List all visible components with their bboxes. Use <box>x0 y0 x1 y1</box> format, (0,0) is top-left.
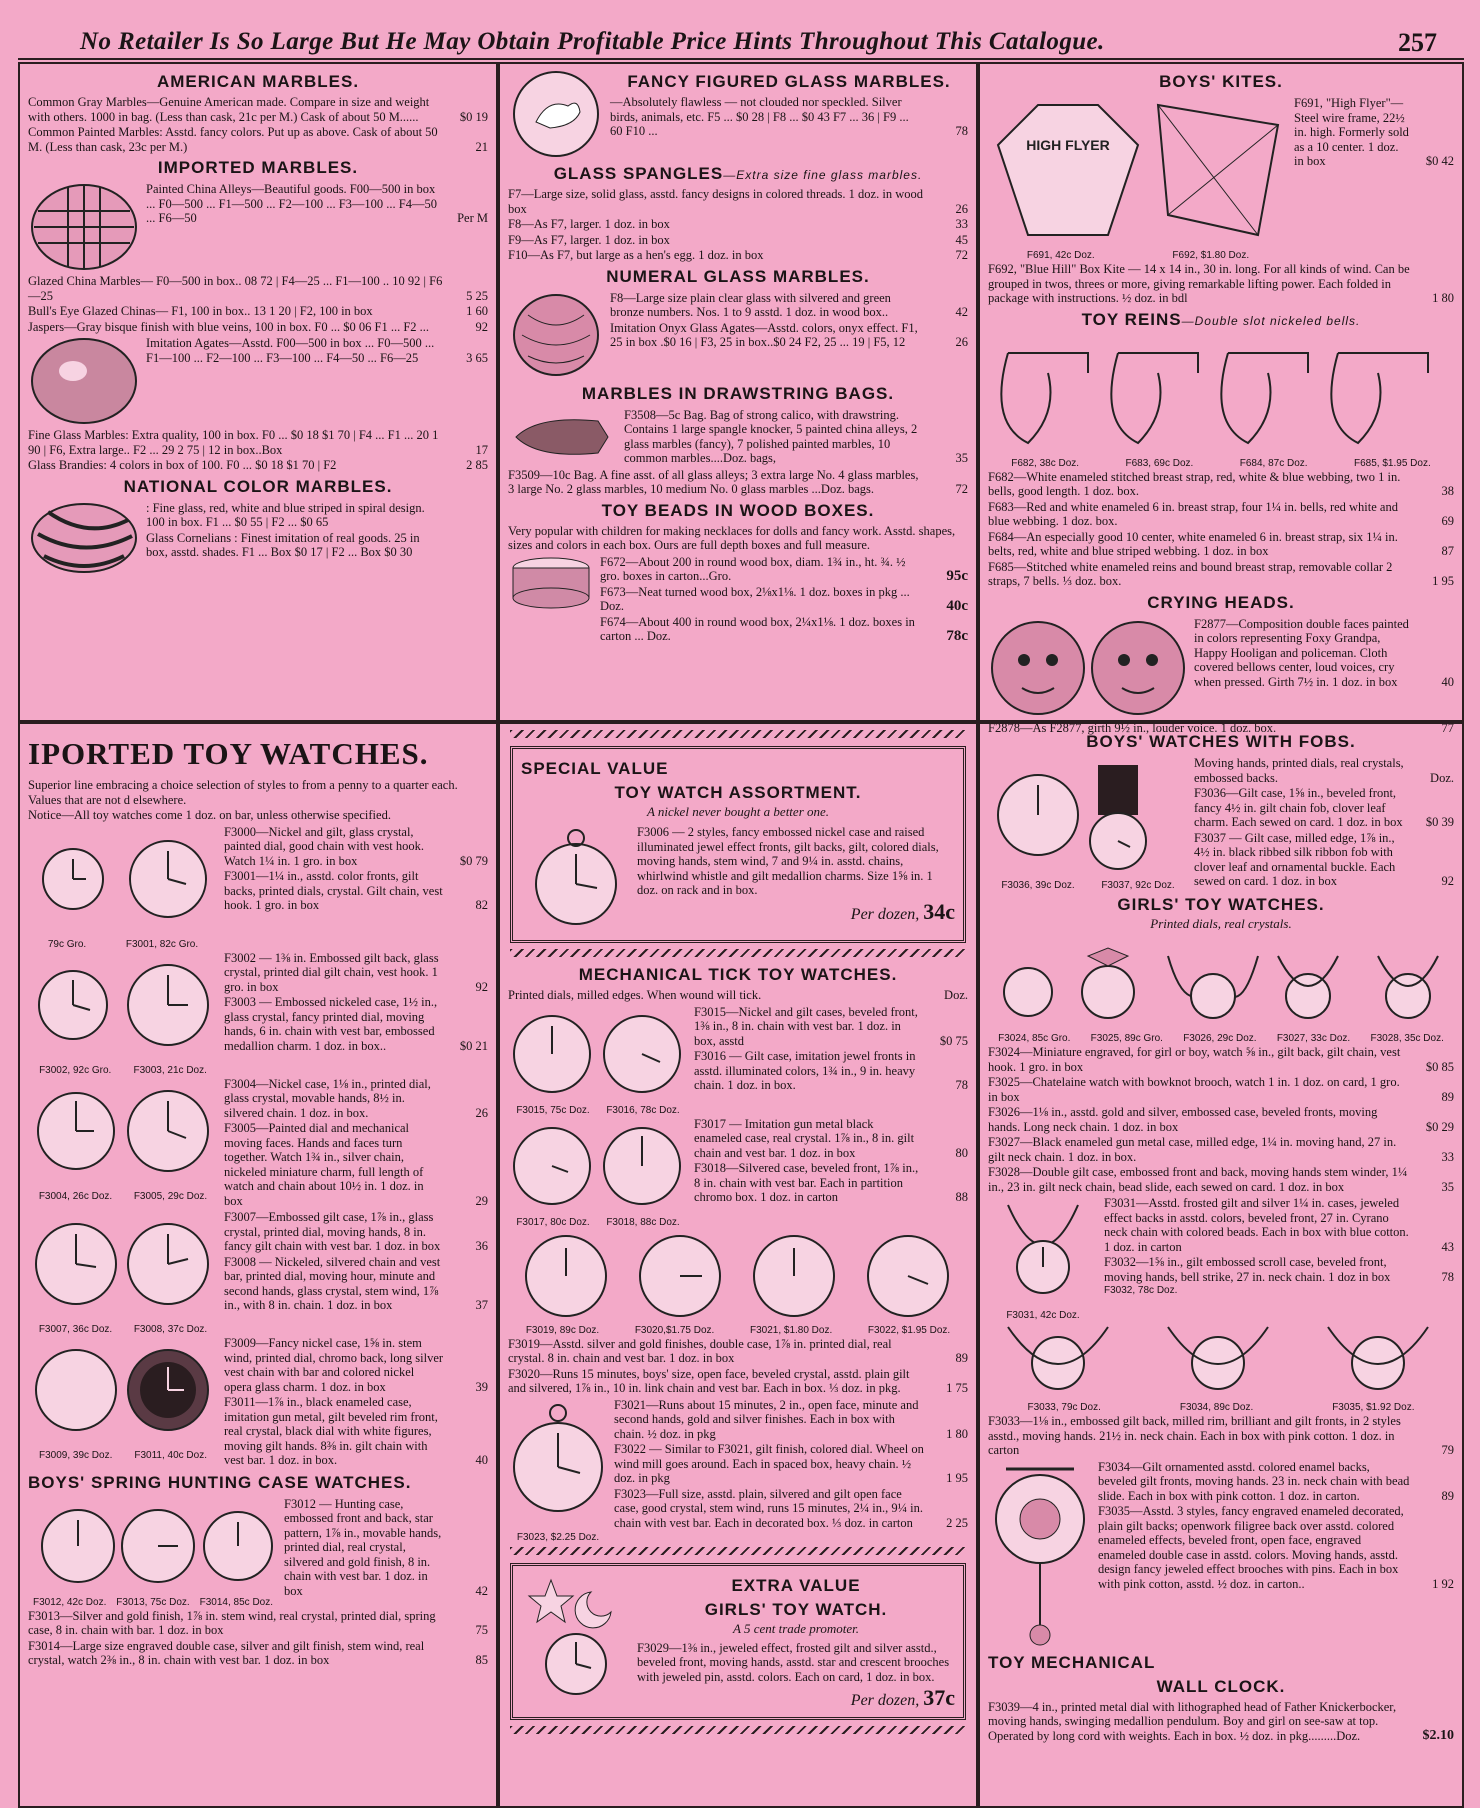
extra-value-box: EXTRA VALUE GIRLS' TOY WATCH. A 5 cent trade promoter. F3029—1⅜ in., jeweled effect, frosted gilt and silver asstd., beveled front, moving hands, asstd. star and crescent brooches with jeweled pin, asstd. colors. Each on card, 1 doz. in box. Per dozen, 37c <box>510 1563 966 1721</box>
kite-label: HIGH FLYER <box>1026 137 1110 153</box>
section-boys-kites: BOYS' KITES. <box>1159 72 1283 91</box>
item-head-f2878: F2878—As F2877, girth 9½ in., louder voice. 1 doz. box. 77 <box>988 720 1454 735</box>
girls-watches-sub: Printed dials, real crystals. <box>1150 916 1292 931</box>
item-f3022: F3022 — Similar to F3021, gilt finish, colored dial. Wheel on wind mill goes around. Each in spaced box, heavy chain. ½ doz. in pkg 1 95 <box>614 1442 968 1485</box>
header-rule <box>18 58 1464 60</box>
header-title: No Retailer Is So Large But He May Obtain Profitable Price Hints Throughout This Catalogue. <box>80 28 1105 55</box>
item-f3015: F3015—Nickel and gilt cases, beveled front, 1⅜ in., 8 in. chain with vest bar. 1 doz. in box, asstd $0 75 <box>694 1004 968 1048</box>
china-alleys-row <box>28 181 488 273</box>
item-glass-brandies: Glass Brandies: 4 colors in box of 100. F0 ... $0 18 $1 70 | F2 2 85 <box>28 458 488 472</box>
section-american-marbles: AMERICAN MARBLES. <box>156 72 360 91</box>
item-glazed-china: Glazed China Marbles— F0—500 in box.. 08 72 | F4—25 ... F1—100 .. 10 92 | F6—25 5 25 <box>28 274 488 303</box>
item-f3012: F3012 — Hunting case, embossed front and back, star pattern, 1⅞ in., movable hands, printed dial, real crystal, silvered and gold finish, 8 in. chain with vest bar. 1 doz. in box 42 <box>284 1496 488 1598</box>
caption-f692: F692, $1.80 Doz. <box>1172 250 1250 261</box>
item-spangle-f9: F9—As F7, larger. 1 doz. in box 45 <box>508 232 968 247</box>
special-value-tagline: A nickel never bought a better one. <box>646 804 830 819</box>
item-glass-cornelians: Glass Cornelians : Finest imitation of real goods. 25 in box, asstd. shades. F1 ... Box $0 17 | F2 ... Box $0 30 <box>146 530 420 559</box>
bag-row <box>508 407 968 467</box>
pocket-watch-icon <box>28 950 218 1060</box>
crying-heads-icon <box>988 616 1188 720</box>
item-bulls-eye: Bull's Eye Glazed Chinas— F1, 100 in box.. 13 1 20 | F2, 100 in box 1 60 <box>28 304 488 318</box>
item-china-alleys: Painted China Alleys—Beautiful goods. F00—500 in box ... F0—500 ... F1—500 ... F2—100 ... F3—100 ... F4—50 ... F6—50 Per M <box>146 182 488 225</box>
f3029-price: 37c <box>923 1685 955 1710</box>
caption-f682: F682, 38c Doz. <box>1011 457 1080 469</box>
item-common-painted: Common Painted Marbles: Asstd. fancy colors. Put up as above. Cask of about 50 M. (Less than cask, 23c per M.) 21 <box>28 125 488 154</box>
item-f3003: F3003 — Embossed nickeled case, 1½ in., glass crystal, fancy printed dial, moving hands, 6 in. chain with vest bar, embossed medallion charm. 1 doz. in box.. $0 21 <box>224 995 488 1053</box>
necklace-watch-icon <box>988 1195 1098 1305</box>
tick-watch-icon <box>508 1116 688 1212</box>
item-f3016: F3016 — Gilt case, imitation jewel fronts in asstd. illuminated colors, 1¾ in., 9 in. heavy chain. 1 doz. in box. 78 <box>694 1049 968 1092</box>
item-spangle-f10: F10—As F7, but large as a hen's egg. 1 doz. in box 72 <box>508 248 968 262</box>
item-kite-f692: F692, "Blue Hill" Box Kite — 14 x 14 in., 30 in. long. For all kinds of wind. Can be grouped in twos, threes or more, giving remarkable lifting power. Each folded in package with instructions. ½ doz. in bdl 1 80 <box>988 262 1454 305</box>
tick-watch-icon <box>508 1004 688 1100</box>
item-rein-f683: F683—Red and white enameled 6 in. breast strap, four 1¼ in. bells, red white and blue webbing. 1 doz. box. 69 <box>988 499 1454 528</box>
item-f3036: F3036—Gilt case, 1⅝ in., beveled front, fancy 4½ in. gilt chain fob, clover leaf charm. Each sewed on card. 1 doz. in box $0 39 <box>1194 786 1454 829</box>
section-national-color: NATIONAL COLOR MARBLES. <box>123 476 393 496</box>
item-f3017: F3017 — Imitation gun metal black enameled case, real crystal. 1⅞ in., 8 in. gilt chain and vest bar. 1 doz. in box 80 <box>694 1116 968 1160</box>
section-crying-heads: CRYING HEADS. <box>1147 592 1295 612</box>
item-f3004: F3004—Nickel case, 1⅛ in., printed dial, glass crystal, movable hands, 8½ in. silvered chain. 1 doz. in box. 26 <box>224 1076 488 1120</box>
item-f3023: F3023—Full size, asstd. plain, silvered and gilt open face case, good crystal, stem wind, runs 15 minutes, 2¼ in., 9¼ in. chain with vest bar. Each in decorated box. ⅓ doz. in carton 2 25 <box>614 1486 968 1530</box>
column-marbles <box>18 62 498 722</box>
watch-row-2: F3002, 92c Gro. F3003, 21c Doz. F3002 — 1⅜ in. Embossed gilt back, glass crystal, printed dial gilt chain, vest hook. 1 gro. in box 92 F3003 — Embossed nickeled case, 1½ in., glass crystal, fancy printed dial, moving hands, 6 in. chain with vest bar, embossed medallion charm. 1 doz. in box.. $0 21 <box>28 950 488 1076</box>
caption-f685: F685, $1.95 Doz. <box>1354 457 1431 469</box>
numeral-marble-icon <box>508 290 604 380</box>
kite-illustrations <box>988 95 1288 261</box>
item-spangle-f8: F8—As F7, larger. 1 doz. in box 33 <box>508 217 968 231</box>
column-kites-reins <box>978 62 1464 735</box>
item-kite-f691: F691, "High Flyer"—Steel wire frame, 22½ in. high. Formerly sold as a 10 center. 1 doz. in box $0 42 <box>1294 96 1454 168</box>
item-beads-f672: F672—About 200 in round wood box, diam. 1¾ in., ht. ¾. ½ gro. boxes in carton...Gro. 95c <box>600 554 968 584</box>
column-tick-watches: SPECIAL VALUE TOY WATCH ASSORTMENT. A nickel never bought a better one. F3006 — 2 styles, fancy embossed nickel case and raised illuminated jewel effect fronts, gilt backs, gilt, colored dials, moving hands, stem wind, 7 and 9¼ in. asstd. chains, whirlwind whistle and gilt medallion charms. Size 1⅝ in. 1 doz. on rack and in box. Per dozen, 34c MECHANICAL TICK TOY WATCHES. Printed dials, milled edges. When wound will tick. Doz. F3015, 75c Doz. F3016, 78c Doz. F3015—Nickel and gilt cases, beveled front, 1⅜ in., 8 in. chain with vest bar. 1 doz. in box, asstd $0 75 F3016 — Gilt case, imitation jewel fronts in asstd. illuminated colors, 1¾ in., 9 in. heavy chain. 1 doz. in box. 78 F3017, 80c Doz. F3018, 88c Doz. F3017 — Imitation gun metal black enameled case, real crystal. 1⅞ in., 8 in. gilt chain and vest bar. 1 doz. in box 80 F3018—Silvered case, beveled front, 1⅞ in., 8 in. chain with vest bar. Each in partition chromo box. 1 doz. in carton 88 F3019, 89c Doz. F3020,$1.75 Doz. F3021, $1.80 Doz. F3022, $1.95 Doz. F3019—Asstd. silver and gold finishes, double case, 1⅞ in. printed dial, real crystal. 8 in. chain and vest bar. 1 doz. in box 89 F3020—Runs 15 minutes, boys' size, open face, beveled crystal, asstd. plain gilt and silvered, 1⅞ in., 10 in. link chain and vest bar. Each in box. ⅓ doz. in pkg. 1 75 F3023, $2.25 Doz. F3021—Runs about 15 minutes, 2 in., open face, minute and second hands, gold and silver finishes. Each in box with chain. ½ doz. in pkg 1 80 F3022 — Similar to F3021, gilt finish, colored dial. Wheel on wind mill goes around. Each in spaced box, heavy chain. ½ doz. in pkg 1 95 F3023—Full size, asstd. plain, silvered and gilt open face case, good crystal, stem wind, runs 15 minutes, 2¼ in., 9¼ in. chain with vest bar. Each in decorated box. ⅓ doz. in carton 2 25 EXTRA VALUE GIRLS' TOY WATCH. A 5 cent trade promoter. F3029—1⅜ in., jeweled effect, frosted gilt and silver asstd., beveled front, moving hands, asstd. star and crescent brooches with jeweled pin, asstd. colors. Each on card, 1 doz. in box. Per dozen, 37c <box>498 722 978 1808</box>
section-toy-reins: TOY REINS—Double slot nickeled bells. <box>1081 309 1361 329</box>
item-f3013: F3013—Silver and gold finish, 1⅞ in. stem wind, real crystal, printed dial, spring case, 8 in. chain with bar. 1 doz. in box 75 <box>28 1608 488 1637</box>
watch-row-1: 79c Gro. F3001, 82c Gro. F3000—Nickel and gilt, glass crystal, painted dial, good chain with vest hook. Watch 1¼ in. 1 gro. in box $0 79 F3001—1¼ in., asstd. color fronts, gilt backs, printed dials, crystal. Gilt chain, vest hook. 1 gro. in box 82 <box>28 824 488 950</box>
item-beads-f673: F673—Neat turned wood box, 2⅛x1⅛. 1 doz. boxes in pkg ... Doz. 40c <box>600 584 968 614</box>
section-girls-toy-watches: GIRLS' TOY WATCHES. <box>1117 895 1325 914</box>
item-f3039: F3039—4 in., printed metal dial with lithographed head of Father Knickerbocker, moving hands, swinging medallion pendulum. Boy and girl on see-saw at top. Operated by long cord with weights. Each in box. ½ doz. in pkg.........Doz. $2.10 <box>988 1699 1454 1743</box>
item-common-gray: Common Gray Marbles—Genuine American made. Compare in size and weight with others. 1000 in bag. (Less than cask, 21c per M.) Cask of about 50 M...... $0 19 <box>28 95 488 124</box>
tick-watch-icon <box>508 1397 608 1527</box>
section-fancy-figured: FANCY FIGURED GLASS MARBLES. <box>627 72 951 91</box>
beads-row <box>508 554 968 645</box>
item-f3019: F3019—Asstd. silver and gold finishes, double case, 1⅞ in. printed dial, real crystal. 8 in. chain and vest bar. 1 doz. in box 89 <box>508 1336 968 1365</box>
item-f3006: F3006 — 2 styles, fancy embossed nickel case and raised illuminated jewel effect fronts, gilt backs, gilt, colored dials, moving hands, stem wind, 7 and 9¼ in. asstd. chains, whirlwind whistle and gilt medallion charms. Size 1⅝ in. 1 doz. on rack and in box. <box>637 825 939 897</box>
extra-value-title: EXTRA VALUE <box>731 1575 861 1595</box>
kite-icon <box>988 95 1288 245</box>
item-f3029: F3029—1⅜ in., jeweled effect, frosted gilt and silver asstd., beveled front, moving hands, asstd. star and crescent brooches with jeweled pin, asstd. colors. Each on card, 1 doz. in box. <box>637 1640 950 1684</box>
fancy-figured-row <box>508 68 968 160</box>
item-f3005: F3005—Painted dial and mechanical moving faces. Hands and faces turn together. Watch 1¾ in., silver chain, nickeled miniature charm, full length of watch and chain about 10½ in. 1 doz. in box 29 <box>224 1121 488 1208</box>
item-f3002: F3002 — 1⅜ in. Embossed gilt back, glass crystal, printed dial gilt chain, vest hook. 1 gro. in box 92 <box>224 950 488 994</box>
item-f3035: F3035—Asstd. 3 styles, fancy engraved enameled decorated, plain gilt backs; openwork filigree back over asstd. colored enameled effects, beveled front, open face, engraved enameled double case in asstd. colors. Moving hands, asstd. design fancy jeweled effect brooches with pins. Each in box with pink cotton, asstd. ½ doz. in carton.. 1 92 <box>1098 1504 1454 1591</box>
item-f3027: F3027—Black enameled gun metal case, milled edge, 1¼ in. moving hand, 27 in. gilt neck chain. 1 doz. in box. 33 <box>988 1135 1454 1164</box>
hunting-watch-icon <box>28 1496 278 1592</box>
section-mechanical-clock: TOY MECHANICAL <box>988 1652 1156 1672</box>
item-f3024: F3024—Miniature engraved, for girl or boy, watch ⅝ in., gilt back, gilt chain, vest hook. 1 gro. in box $0 85 <box>988 1045 1454 1074</box>
fobs-intro: Moving hands, printed dials, real crystals, embossed backs. Doz. <box>1194 756 1454 785</box>
item-f3009: F3009—Fancy nickel case, 1⅝ in. stem wind, printed dial, chromo back, long silver vest chain with bar and colored nickel opera glass charm. 1 doz. in box 39 <box>224 1336 488 1394</box>
tick-watch-row-icon <box>508 1228 968 1320</box>
tick-intro: Printed dials, milled edges. When wound will tick. Doz. <box>508 988 968 1002</box>
section-hunting-case: BOYS' SPRING HUNTING CASE WATCHES. <box>28 1472 412 1492</box>
item-f3028: F3028—Double gilt case, embossed front and back, moving hands stem winder, 1¼ in., 23 in. gilt neck chain, bead slide, each sewed on card. 1 doz. in box 35 <box>988 1165 1454 1194</box>
section-watches-with-fobs: BOYS' WATCHES WITH FOBS. <box>1086 732 1356 751</box>
bead-box-icon <box>508 554 594 612</box>
striped-marble-icon <box>28 500 140 576</box>
watch-assortment-icon <box>521 824 631 934</box>
pocket-watch-icon <box>28 824 218 934</box>
page-header <box>0 18 1480 58</box>
item-beads-intro: Very popular with children for making necklaces for dolls and fancy work. Asstd. shapes, sizes and colors in each box. Ours are full depth boxes and full measure. <box>508 523 956 552</box>
item-f3037: F3037 — Gilt case, milled edge, 1⅞ in., 4½ in. black ribbed silk ribbon fob with clover leaf and ornamental buckle. Each sewed on card. 1 doz. in box 92 <box>1194 830 1454 888</box>
numeral-row <box>508 290 968 380</box>
f3006-price: 34c <box>923 898 955 924</box>
item-f3033: F3033—1⅛ in., embossed gilt back, milled rim, brilliant and gilt fronts, in 2 styles asstd., moving hands. 21½ in. neck chain. Each in box with pink cotton. 1 doz. in carton 79 <box>988 1414 1454 1457</box>
national-row <box>28 500 488 576</box>
item-rein-f685: F685—Stitched white enameled reins and bound breast strap, removable collar 2 straps, 7 bells. ⅓ doz. box. 1 95 <box>988 559 1454 588</box>
item-bag-5c: F3508—5c Bag. Bag of strong calico, with drawstring. Contains 1 large spangle knocker, 5 painted china alleys, 2 glass marbles (fancy), 7 polished painted marbles, 10 common marbles....Doz. bags, 35 <box>624 407 968 465</box>
marble-bag-icon <box>508 407 618 467</box>
item-head-f2877: F2877—Composition double faces painted in colors representing Foxy Grandpa, Happy Hooligan and policeman. Cloth covered bellows center, loud voices, cry when pressed. Girth 7½ in. 1 doz. in box 40 <box>1194 616 1454 689</box>
watch-row-4: F3007, 36c Doz. F3008, 37c Doz. F3007—Embossed gilt case, 1⅞ in., glass crystal, printed dial, moving hands, 8 in. fancy gilt chain with vest bar. 1 doz. in box 36 F3008 — Nickeled, silvered chain and vest bar, printed dial, moving hour, minute and second hands, glass crystal, stem wind, 1⅞ in., with 8 in. chain. 1 doz. in box 37 <box>28 1209 488 1335</box>
item-rein-f682: F682—White enameled stitched breast strap, red, white & blue webbing, two 1 in. bells, good length. 1 doz. box. 38 <box>988 469 1454 498</box>
girls-necklace-watches-icon <box>988 1321 1456 1397</box>
section-imported-marbles: IMPORTED MARBLES. <box>157 158 359 177</box>
extra-value-subtitle: GIRLS' TOY WATCH. <box>704 1599 888 1619</box>
column-glass-marbles <box>498 62 978 722</box>
agates-row <box>28 335 488 427</box>
watch-row-6: F3012, 42c Doz. F3013, 75c Doz. F3014, 85c Doz. F3012 — Hunting case, embossed front and back, star pattern, 1⅞ in., movable hands, printed dial, real crystal, silvered and gold finish, 8 in. chain with vest bar. 1 doz. in box 42 <box>28 1496 488 1608</box>
item-f3011: F3011—1⅞ in., black enameled case, imitation gun metal, gilt beveled rim front, real crystal, black dial with white figures, moving gilt hands. 8⅜ in. gilt chain with vest bar. 1 doz. in box. 40 <box>224 1395 488 1467</box>
agate-marble-icon <box>28 335 140 427</box>
watch-row-5: F3009, 39c Doz. F3011, 40c Doz. F3009—Fancy nickel case, 1⅝ in. stem wind, printed dial, chromo back, long silver vest chain with bar and colored nickel opera glass charm. 1 doz. in box 39 F3011—1⅞ in., black enameled case, imitation gun metal, gilt beveled rim front, real crystal, black dial with white figures, moving gilt hands. 8⅜ in. gilt chain with vest bar. 1 doz. in box. 40 <box>28 1335 488 1469</box>
section-numeral-marbles: NUMERAL GLASS MARBLES. <box>606 266 870 286</box>
item-f3000: F3000—Nickel and gilt, glass crystal, painted dial, good chain with vest hook. Watch 1¼ in. 1 gro. in box $0 79 <box>224 824 488 868</box>
item-f3034: F3034—Gilt ornamented asstd. colored enamel backs, beveled gilt fronts, moving hands. 23 in. neck chain with bead slide. Each in box with pink cotton. 1 doz. in carton. 89 <box>1098 1459 1454 1503</box>
china-alley-marble-icon <box>28 181 140 273</box>
section-drawstring-bags: MARBLES IN DRAWSTRING BAGS. <box>581 383 895 403</box>
star-crescent-brooch-icon <box>521 1572 631 1702</box>
item-rein-f684: F684—An especially good 10 center, white enameled 6 in. breast strap, six 1¼ in. belts, red, white and blue striped webbing. 1 doz. in box 87 <box>988 529 1454 558</box>
section-glass-spangles: GLASS SPANGLES—Extra size fine glass marbles. <box>553 164 923 183</box>
fob-watch-icon <box>988 755 1188 875</box>
item-onyx-agates: Imitation Onyx Glass Agates—Asstd. colors, onyx effect. F1, 25 in box .$0 16 | F3, 25 in box..$0 24 F2, 25 ... 19 | F5, 12 26 <box>610 320 968 349</box>
item-bag-10c: F3509—10c Bag. A fine asst. of all glass alleys; 3 extra large No. 4 glass marbles, 3 large No. 2 glass marbles, 10 medium No. 0 glass marbles ...Doz. bags. 72 <box>508 467 968 496</box>
pocket-watch-icon <box>28 1335 218 1445</box>
wall-clock-icon <box>988 1459 1092 1649</box>
watch-row-3: F3004, 26c Doz. F3005, 29c Doz. F3004—Nickel case, 1⅛ in., printed dial, glass crystal, movable hands, 8½ in. silvered chain. 1 doz. in box. 26 F3005—Painted dial and mechanical moving faces. Hands and faces turn together. Watch 1¾ in., silver chain, nickeled miniature charm, full length of watch and chain about 10½ in. 1 doz. in box 29 <box>28 1076 488 1210</box>
caption-f683: F683, 69c Doz. <box>1125 457 1194 469</box>
item-f3001: F3001—1¼ in., asstd. color fronts, gilt backs, printed dials, crystal. Gilt chain, vest hook. 1 gro. in box 82 <box>224 869 488 912</box>
special-value-subtitle: TOY WATCH ASSORTMENT. <box>614 783 862 802</box>
item-f3020: F3020—Runs 15 minutes, boys' size, open face, beveled crystal, asstd. plain gilt and silvered, 1⅞ in., 10 in. link chain and vest bar. Each in box. ⅓ doz. in pkg. 1 75 <box>508 1366 968 1395</box>
watches-notice: Notice—All toy watches come 1 doz. on bar, unless otherwise specified. <box>28 808 391 822</box>
caption-f684: F684, 87c Doz. <box>1239 457 1308 469</box>
item-spangle-f7: F7—Large size, solid glass, asstd. fancy designs in colored threads. 1 doz. in wood box 26 <box>508 187 968 216</box>
item-beads-f674: F674—About 400 in round wood box, 2¼x1⅛. 1 doz. boxes in carton ... Doz. 78c <box>600 614 968 644</box>
watches-intro: Superior line embracing a choice selection of styles to from a penny to a quarter each. Values that are not d elsewhere. <box>28 778 458 807</box>
item-numeral: F8—Large size plain clear glass with silvered and green bronze numbers. Nos. 1 to 9 asstd. 1 doz. in wood box.. 42 <box>610 290 968 319</box>
kites-row <box>988 95 1454 261</box>
column-toy-watches <box>18 722 498 1808</box>
section-imported-toy-watches: IPORTED TOY WATCHES. <box>28 736 429 771</box>
page-number: 257 <box>1398 28 1437 57</box>
item-national-color: : Fine glass, red, white and blue striped in spiral design. 100 in box. F1 ... $0 55 | F2 ... $0 65 <box>146 500 425 529</box>
special-value-title: SPECIAL VALUE <box>521 759 669 778</box>
item-f3014: F3014—Large size engraved double case, silver and gilt finish, stem wind, real crystal, watch 2⅜ in., 8 in. chain with vest bar. 1 doz. in box 85 <box>28 1638 488 1667</box>
section-wall-clock: WALL CLOCK. <box>1156 1676 1286 1696</box>
heads-row <box>988 616 1454 720</box>
item-f3031: F3031—Asstd. frosted gilt and silver 1¼ in. cases, jeweled effect backs in asstd. colors, beveled front, 27 in. Cyrano neck chain with colored beads. Each in box with blue cotton. 1 doz. in carton 43 <box>1104 1196 1454 1254</box>
item-f3018: F3018—Silvered case, beveled front, 1⅞ in., 8 in. chain with vest bar. Each in partition chromo box. 1 doz. in carton 88 <box>694 1161 968 1204</box>
bird-marble-icon <box>508 68 604 160</box>
column-fobs-girls: BOYS' WATCHES WITH FOBS. F3036, 39c Doz. F3037, 92c Doz. Moving hands, printed dials, real crystals, embossed backs. Doz. F3036—Gilt case, 1⅝ in., beveled front, fancy 4½ in. gilt chain fob, clover leaf charm. Each sewed on card. 1 doz. in box $0 39 F3037 — Gilt case, milled edge, 1⅞ in., 4½ in. black ribbed silk ribbon fob with clover leaf and ornamental buckle. Each sewed on card. 1 doz. in box 92 GIRLS' TOY WATCHES. Printed dials, real crystals. F3024, 85c Gro. F3025, 89c Gro. F3026, 29c Doz. F3027, 33c Doz. F3028, 35c Doz. F3024—Miniature engraved, for girl or boy, watch ⅝ in., gilt back, gilt chain, vest hook. 1 gro. in box $0 85 F3025—Chatelaine watch with bowknot brooch, watch 1 in. 1 doz. on card, 1 gro. in box 89 F3026—1⅛ in., asstd. gold and silver, embossed case, beveled fronts, moving hands. Long neck chain. 1 doz. in box $0 29 F3027—Black enameled gun metal case, milled edge, 1¼ in. moving hand, 27 in. gilt neck chain. 1 doz. in box. 33 F3028—Double gilt case, embossed front and back, moving hands stem winder, 1¼ in., 23 in. gilt neck chain, bead slide, each sewed on card. 1 doz. in box 35 F3031, 42c Doz. F3031—Asstd. frosted gilt and silver 1¼ in. cases, jeweled effect backs in asstd. colors, beveled front, 27 in. Cyrano neck chain with colored beads. Each in box with blue cotton. 1 doz. in carton 43 F3032—1⅝ in., gilt embossed scroll case, beveled front, moving hands, bell strike, 27 in. neck chain. 1 doz in box 78 F3032, 78c Doz. F3033, 79c Doz. F3034, 89c Doz. F3035, $1.92 Doz. F3033—1⅛ in., embossed gilt back, milled rim, brilliant and gilt fronts, in 2 styles asstd., moving hands. 21½ in. neck chain. Each in box with pink cotton. 1 doz. in carton 79 F3034—Gilt ornamented asstd. colored enamel backs, beveled gilt fronts, moving hands. 23 in. neck chain with bead slide. Each in box with pink cotton. 1 doz. in carton. 89 F3035—Asstd. 3 styles, fancy engraved enameled decorated, plain gilt backs; openwork filigree back over asstd. colored enameled effects, beveled front, open face, engraved enameled double case in asstd. colors. Moving hands, asstd. design fancy jeweled effect brooches with pins. Each in box with pink cotton, asstd. ½ doz. in carton.. 1 92 TOY MECHANICAL WALL CLOCK. F3039—4 in., printed metal dial with lithographed head of Father Knickerbocker, moving hands, swinging medallion pendulum. Boy and girl on see-saw at top. Operated by long cord with weights. Each in box. ½ doz. in pkg.........Doz. $2.10 <box>978 722 1464 1808</box>
item-f3032: F3032—1⅝ in., gilt embossed scroll case, beveled front, moving hands, bell strike, 27 in. neck chain. 1 doz in box 78 <box>1104 1255 1454 1284</box>
item-jaspers: Jaspers—Gray bisque finish with blue veins, 100 in box. F0 ... $0 06 F1 ... F2 ... 92 <box>28 319 488 334</box>
item-fancy-figured: —Absolutely flawless — not clouded nor speckled. Silver birds, animals, etc. F5 ... $0 28 | F8 ... $0 43 F7 ... 36 | F9 ... 60 F10 ... 78 <box>610 95 968 138</box>
special-value-box: SPECIAL VALUE TOY WATCH ASSORTMENT. A nickel never bought a better one. F3006 — 2 styles, fancy embossed nickel case and raised illuminated jewel effect fronts, gilt backs, gilt, colored dials, moving hands, stem wind, 7 and 9¼ in. asstd. chains, whirlwind whistle and gilt medallion charms. Size 1⅝ in. 1 doz. on rack and in box. Per dozen, 34c <box>510 746 966 943</box>
reins-icon <box>988 333 1456 453</box>
item-imitation-agates: Imitation Agates—Asstd. F00—500 in box ... F0—500 ... F1—100 ... F2—100 ... F3—100 ... F4—50 ... F6—25 3 65 <box>146 336 488 365</box>
item-f3021: F3021—Runs about 15 minutes, 2 in., open face, minute and second hands, gold and silver finishes. Each in box with chain. ½ doz. in pkg 1 80 <box>614 1397 968 1441</box>
item-f3026: F3026—1⅛ in., asstd. gold and silver, embossed case, beveled fronts, moving hands. Long neck chain. 1 doz. in box $0 29 <box>988 1105 1454 1134</box>
extra-value-tagline: A 5 cent trade promoter. <box>732 1620 859 1636</box>
caption-f691: F691, 42c Doz. <box>1026 250 1095 261</box>
item-fine-glass: Fine Glass Marbles: Extra quality, 100 in box. F0 ... $0 18 $1 70 | F4 ... F1 ... 20 1 90 | F6, Extra large.. F2 ... 29 2 75 | 12 in box..Box 17 <box>28 428 488 457</box>
girls-watches-icon <box>988 936 1456 1028</box>
item-f3025: F3025—Chatelaine watch with bowknot brooch, watch 1 in. 1 doz. on card, 1 gro. in box 89 <box>988 1075 1454 1104</box>
item-f3008: F3008 — Nickeled, silvered chain and vest bar, printed dial, moving hour, minute and second hands, glass crystal, stem wind, 1⅞ in., with 8 in. chain. 1 doz. in box 37 <box>224 1254 488 1312</box>
pocket-watch-icon <box>28 1076 218 1186</box>
pocket-watch-icon <box>28 1209 218 1319</box>
item-f3007: F3007—Embossed gilt case, 1⅞ in., glass crystal, printed dial, moving hands, 8 in. fancy gilt chain with vest bar. 1 doz. in box 36 <box>224 1210 488 1253</box>
section-toy-beads: TOY BEADS IN WOOD BOXES. <box>601 500 875 520</box>
section-mechanical-tick: MECHANICAL TICK TOY WATCHES. <box>578 965 898 984</box>
